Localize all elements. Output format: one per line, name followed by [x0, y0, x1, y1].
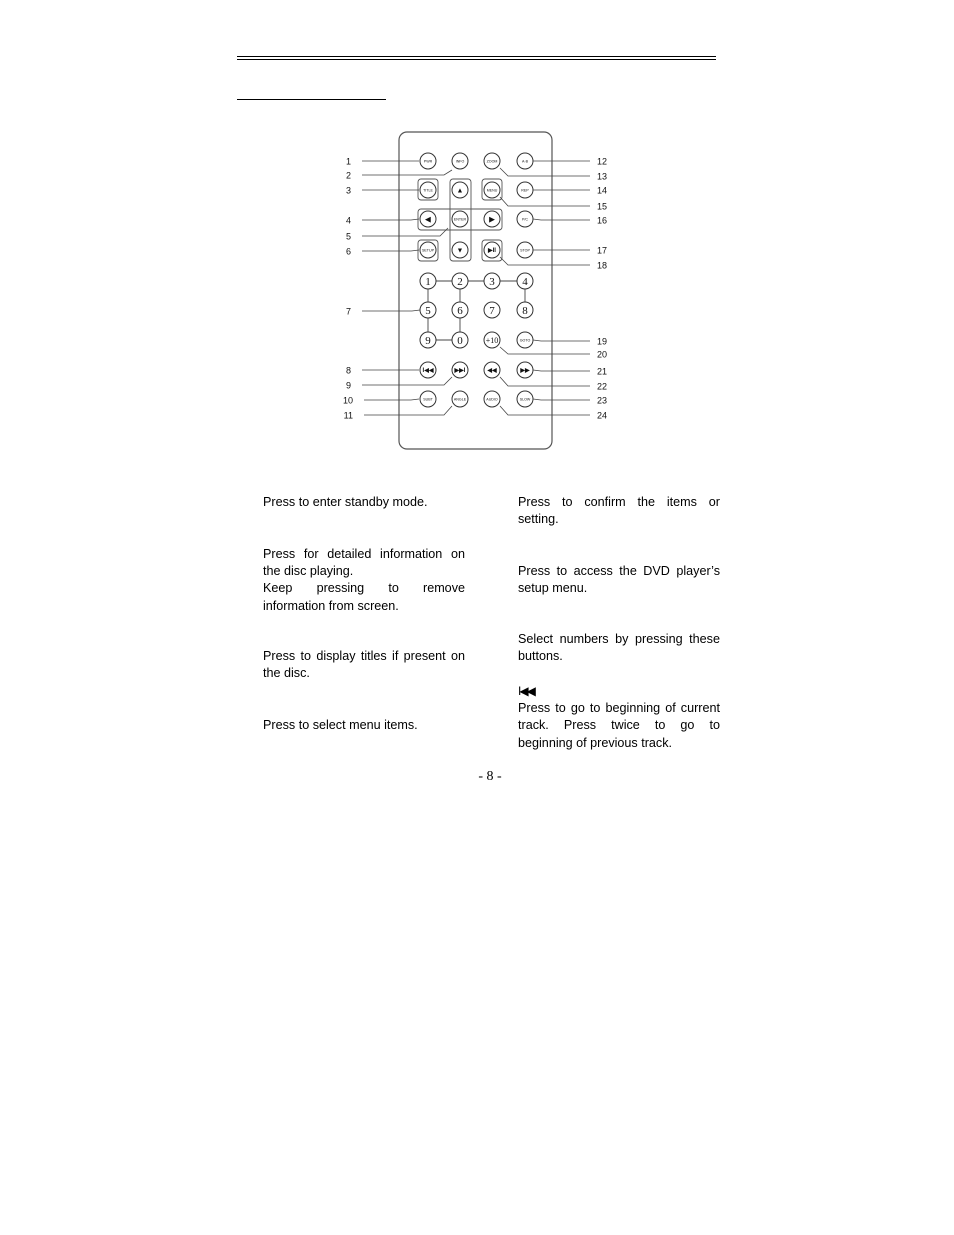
- remote-button-n0-label: 0: [457, 334, 463, 347]
- callout-number-20: 20: [596, 349, 608, 360]
- callout-leader-10: [364, 399, 419, 400]
- remote-button-n8-label: 8: [522, 304, 528, 317]
- remote-button-ab-label: A-B: [522, 159, 528, 164]
- remote-button-rep-label: REP: [521, 188, 529, 193]
- callout-leader-2: [362, 170, 452, 175]
- desc-setup: [518, 563, 720, 597]
- desc-info-text-1: Press for detailed information on the disc playing.: [263, 547, 465, 579]
- remote-button-stop-label: STOP: [520, 248, 530, 253]
- remote-button-playpause-label: ▶II: [488, 248, 496, 255]
- remote-button-n5-label: 5: [425, 304, 431, 317]
- desc-info: [263, 546, 465, 615]
- remote-button-angle-label: ANGLE: [453, 397, 467, 402]
- callout-number-4: 4: [345, 215, 351, 226]
- callout-number-22: 22: [596, 381, 608, 392]
- callout-leader-19: [533, 340, 590, 341]
- remote-button-prev-label: I◀◀: [422, 368, 434, 375]
- remote-button-slow-label: SLOW: [519, 397, 531, 402]
- remote-button-n3-label: 3: [489, 275, 495, 288]
- callout-number-8: 8: [345, 365, 351, 376]
- remote-button-down-label: ▼: [456, 247, 464, 255]
- callout-leader-6: [362, 250, 419, 251]
- callout-number-21: 21: [596, 366, 608, 377]
- remote-button-n4-label: 4: [522, 275, 528, 288]
- callout-leader-4: [362, 219, 419, 220]
- desc-numbers: [518, 631, 720, 665]
- callout-number-12: 12: [596, 156, 608, 167]
- callout-leader-22: [500, 377, 590, 386]
- remote-control-diagram: [330, 125, 630, 455]
- callout-leader-15: [500, 197, 590, 206]
- desc-enter: [518, 494, 720, 528]
- remote-button-n7-label: 7: [489, 304, 495, 317]
- callout-leader-7: [362, 310, 420, 311]
- remote-button-n6-label: 6: [457, 304, 463, 317]
- header-rule-double: [237, 59, 716, 60]
- remote-button-left-label: ◀: [425, 216, 431, 224]
- callout-leader-23: [533, 399, 590, 400]
- callout-number-10: 10: [342, 395, 353, 406]
- callout-number-6: 6: [345, 246, 351, 257]
- page-number: - 8 -: [478, 769, 502, 784]
- callout-leader-16: [533, 219, 590, 220]
- callout-number-19: 19: [596, 336, 608, 347]
- callout-number-14: 14: [596, 185, 608, 196]
- callout-leader-11: [364, 406, 452, 415]
- callout-leader-5: [362, 228, 448, 236]
- desc-prev-text: Press to go to beginning of current track. Press twice to go to beginning of previous track.: [518, 701, 720, 750]
- callout-leader-21: [533, 370, 590, 371]
- remote-button-audio-label: AUDIO: [486, 397, 498, 402]
- callout-number-9: 9: [345, 380, 351, 391]
- callout-number-18: 18: [596, 260, 608, 271]
- remote-button-subt-label: SUBT: [423, 397, 433, 402]
- callout-number-3: 3: [345, 185, 351, 196]
- remote-button-n2-label: 2: [457, 275, 463, 288]
- callout-leader-13: [500, 168, 590, 176]
- remote-button-pic-label: P/C: [522, 217, 528, 222]
- remote-button-n1-label: 1: [425, 275, 431, 288]
- section-heading-underline: [237, 99, 386, 100]
- remote-button-up-label: ▲: [456, 187, 464, 195]
- remote-button-pwr-label: PWR: [423, 159, 433, 164]
- desc-prev: [518, 683, 720, 752]
- remote-button-title-label: TITLE: [423, 188, 433, 193]
- callout-leader-9: [362, 377, 452, 385]
- remote-button-goto-label: GOTO: [519, 338, 531, 343]
- desc-nav-text: Press to select menu items.: [263, 718, 418, 732]
- desc-pwr-text: Press to enter standby mode.: [263, 495, 428, 509]
- callout-leader-20: [500, 347, 590, 354]
- callout-number-23: 23: [596, 395, 608, 406]
- skip-previous-icon: I◀◀: [518, 684, 534, 698]
- callout-number-24: 24: [596, 410, 608, 421]
- remote-button-zoom-label: ZOOM: [486, 159, 498, 164]
- desc-enter-text: Press to confirm the items or setting.: [518, 495, 720, 527]
- callout-number-11: 11: [343, 410, 353, 421]
- remote-button-menu-label: MENU: [486, 188, 498, 193]
- callout-leader-24: [500, 406, 590, 415]
- callout-leader-18: [500, 257, 590, 265]
- desc-title: [263, 648, 465, 682]
- callout-number-7: 7: [345, 306, 351, 317]
- desc-info-text-2: Keep pressing to remove information from screen.: [263, 581, 465, 613]
- remote-button-n9-label: 9: [425, 334, 431, 347]
- desc-title-text: Press to display titles if present on the disc.: [263, 649, 465, 681]
- remote-button-enter-label: ENTER: [453, 217, 467, 222]
- header-rule: [237, 56, 716, 57]
- callout-number-2: 2: [345, 170, 351, 181]
- remote-button-rew-label: ◀◀: [487, 368, 497, 375]
- remote-button-info-label: INFO: [455, 159, 465, 164]
- callout-number-1: 1: [345, 156, 351, 167]
- callout-number-5: 5: [345, 231, 351, 242]
- callout-number-13: 13: [596, 171, 608, 182]
- callout-number-16: 16: [596, 215, 608, 226]
- remote-button-setup-label: SETUP: [422, 248, 434, 253]
- desc-setup-text: Press to access the DVD player’s setup menu.: [518, 564, 720, 596]
- remote-button-ff-label: ▶▶: [520, 368, 530, 375]
- desc-numbers-text: Select numbers by pressing these buttons.: [518, 632, 720, 664]
- remote-button-right-label: ▶: [489, 216, 495, 224]
- remote-button-next-label: ▶▶I: [454, 368, 466, 375]
- callout-number-15: 15: [596, 201, 608, 212]
- callout-number-17: 17: [596, 245, 608, 256]
- desc-nav: [263, 717, 465, 734]
- desc-pwr: [263, 494, 465, 511]
- remote-button-plus10-label: +10: [485, 335, 499, 345]
